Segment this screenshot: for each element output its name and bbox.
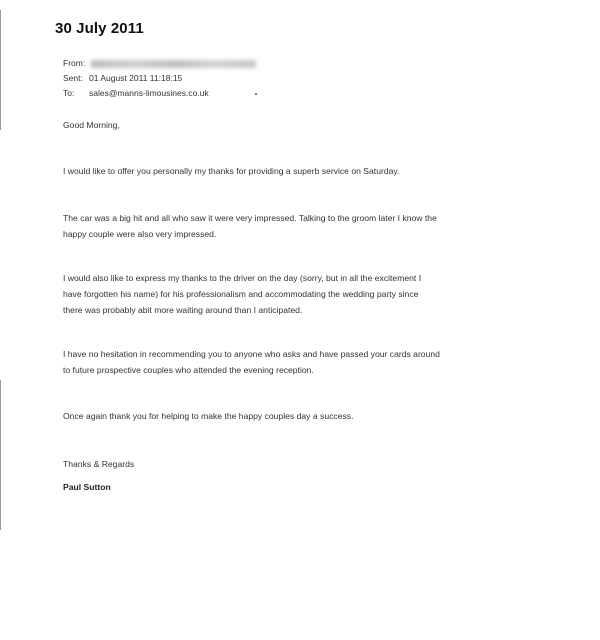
sent-label: Sent: [63,73,83,83]
paragraph-3-line-3: there was probably abit more waiting around than I anticipated. [63,305,303,315]
paragraph-4-line-1: I have no hesitation in recommending you to anyone who asks and have passed your cards around [63,349,440,359]
from-label: From: [63,58,86,68]
date-heading: 30 July 2011 [55,20,144,37]
sent-row [63,71,256,86]
paragraph-4-line-2: to future prospective couples who attended the evening reception. [63,365,314,375]
from-row [63,56,256,71]
sent-value: 01 August 2011 11:18:15 [89,73,183,83]
paragraph-3-line-2: have forgotten his name) for his professionalism and accommodating the wedding party since [63,289,419,299]
to-label: To: [63,88,75,98]
to-value: sales@manns-limousines.co.uk [89,88,209,98]
paragraph-2-line-2: happy couple were also very impressed. [63,229,217,239]
redacted-sender [91,60,256,68]
greeting: Good Morning, [63,120,120,130]
paragraph-5: Once again thank you for helping to make the happy couples day a success. [63,411,354,421]
paragraph-2 [63,210,523,242]
scan-edge-mark [0,380,1,530]
scan-edge-mark [0,10,1,130]
email-header [63,56,256,101]
signature-name: Paul Sutton [63,482,111,492]
scan-speck [255,93,257,95]
to-row [63,86,256,101]
paragraph-4 [63,346,523,378]
closing: Thanks & Regards [63,459,135,469]
paragraph-2-line-1: The car was a big hit and all who saw it were very impressed. Talking to the groom later I know the [63,213,437,223]
paragraph-3-line-1: I would also like to express my thanks to the driver on the day (sorry, but in all the excitement I [63,273,422,283]
paragraph-3 [63,270,523,318]
paragraph-1: I would like to offer you personally my thanks for providing a superb service on Saturday. [63,166,400,176]
